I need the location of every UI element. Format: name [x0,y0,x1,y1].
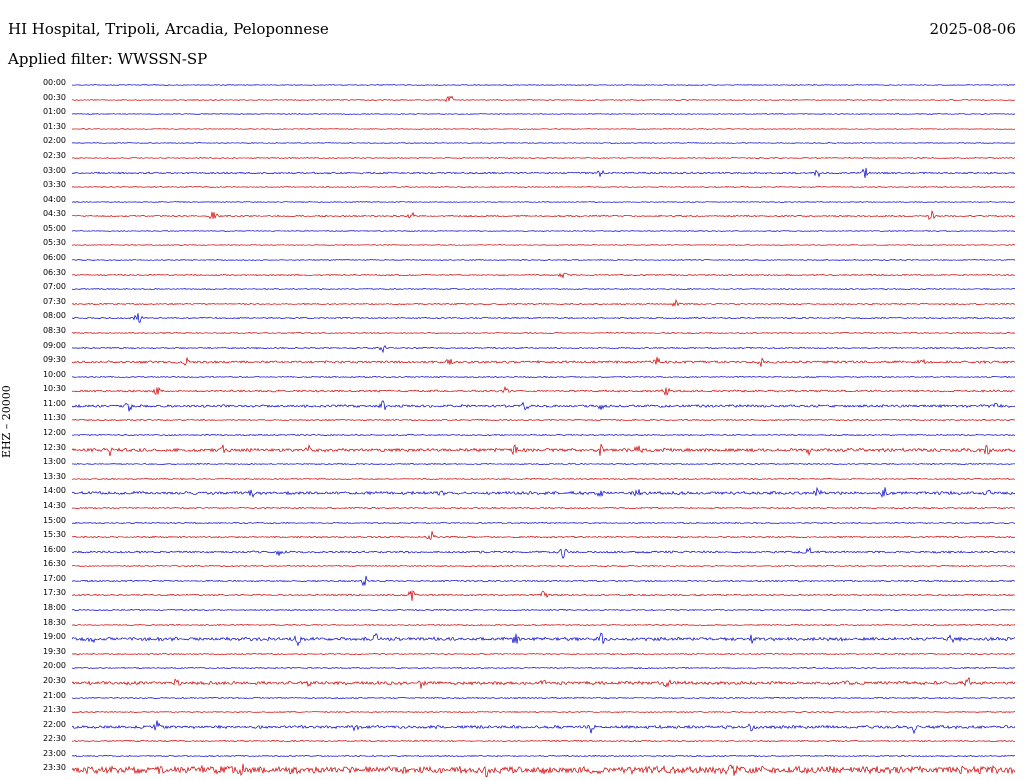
trace-time-label: 04:00 [42,194,66,204]
trace-time-label: 10:00 [42,369,66,379]
trace-time-label: 16:00 [42,544,66,554]
trace-line [72,78,1016,92]
trace-line [72,545,1016,559]
trace-line [72,282,1016,296]
trace-row [0,326,1024,340]
trace-row [0,209,1024,223]
trace-time-label: 00:30 [42,92,66,102]
trace-row [0,428,1024,442]
trace-time-label: 05:30 [42,238,66,248]
trace-time-label: 00:00 [42,78,66,87]
trace-time-label: 15:30 [42,530,66,540]
trace-time-label: 11:00 [42,398,66,408]
trace-time-label: 05:00 [42,223,66,233]
trace-row [0,559,1024,573]
trace-row [0,297,1024,311]
trace-line [72,457,1016,471]
filter-label: Applied filter: WWSSN-SP [8,50,208,68]
trace-line [72,253,1016,267]
trace-line [72,705,1016,719]
trace-row [0,603,1024,617]
trace-line [72,734,1016,748]
trace-time-label: 16:30 [42,559,66,569]
trace-line [72,530,1016,544]
trace-row [0,763,1024,777]
trace-line [72,209,1016,223]
trace-row [0,166,1024,180]
trace-time-label: 01:30 [42,121,66,131]
trace-time-label: 08:30 [42,325,66,335]
trace-line [72,268,1016,282]
trace-line [72,413,1016,427]
trace-time-label: 01:00 [42,107,66,117]
trace-time-label: 13:30 [42,471,66,481]
trace-line [72,559,1016,573]
trace-row [0,486,1024,500]
date-label: 2025-08-06 [929,20,1016,38]
trace-line [72,676,1016,690]
trace-row [0,632,1024,646]
trace-row [0,384,1024,398]
trace-line [72,151,1016,165]
trace-line [72,720,1016,734]
trace-line [72,472,1016,486]
trace-line [72,588,1016,602]
trace-line [72,122,1016,136]
trace-time-label: 06:30 [42,267,66,277]
trace-line [72,326,1016,340]
trace-row [0,720,1024,734]
trace-time-label: 02:30 [42,150,66,160]
trace-row [0,734,1024,748]
trace-line [72,647,1016,661]
trace-line [72,136,1016,150]
trace-row [0,545,1024,559]
trace-time-label: 12:00 [42,428,66,437]
trace-row [0,647,1024,661]
trace-row [0,530,1024,544]
trace-time-label: 22:30 [42,734,66,744]
trace-line [72,238,1016,252]
trace-time-label: 15:00 [42,515,66,525]
seismogram-plot [0,78,1024,778]
trace-row-container [0,78,1024,778]
trace-row [0,122,1024,136]
chart-header [0,0,1024,78]
trace-time-label: 21:00 [42,690,66,700]
trace-time-label: 03:00 [42,165,66,175]
trace-line [72,574,1016,588]
trace-time-label: 03:30 [42,180,66,190]
trace-line [72,224,1016,238]
trace-line [72,355,1016,369]
trace-time-label: 23:00 [42,748,66,758]
trace-row [0,749,1024,763]
trace-row [0,180,1024,194]
trace-row [0,399,1024,413]
trace-time-label: 10:30 [42,384,66,394]
trace-time-label: 23:30 [42,763,66,773]
trace-time-label: 22:00 [42,719,66,729]
trace-time-label: 20:00 [42,661,66,671]
trace-time-label: 13:00 [42,457,66,467]
trace-row [0,311,1024,325]
trace-row [0,268,1024,282]
trace-row [0,691,1024,705]
trace-line [72,501,1016,515]
trace-time-label: 06:00 [42,253,66,262]
trace-row [0,661,1024,675]
y-axis-label: EHZ – 20000 [0,385,13,458]
trace-row [0,107,1024,121]
trace-row [0,443,1024,457]
trace-time-label: 18:00 [42,603,66,612]
trace-row [0,516,1024,530]
trace-line [72,370,1016,384]
trace-line [72,311,1016,325]
trace-line [72,691,1016,705]
trace-row [0,370,1024,384]
trace-time-label: 20:30 [42,675,66,685]
trace-time-label: 11:30 [42,413,66,423]
trace-time-label: 04:30 [42,209,66,219]
trace-time-label: 07:30 [42,296,66,306]
trace-line [72,443,1016,457]
trace-line [72,632,1016,646]
trace-row [0,472,1024,486]
trace-time-label: 08:00 [42,311,66,321]
trace-line [72,93,1016,107]
trace-line [72,618,1016,632]
trace-line [72,384,1016,398]
trace-row [0,588,1024,602]
trace-time-label: 12:30 [42,442,66,452]
trace-row [0,282,1024,296]
trace-time-label: 21:30 [42,705,66,715]
trace-line [72,749,1016,763]
trace-line [72,297,1016,311]
trace-row [0,501,1024,515]
trace-time-label: 07:00 [42,282,66,292]
trace-line [72,399,1016,413]
trace-row [0,78,1024,92]
trace-row [0,457,1024,471]
trace-line [72,428,1016,442]
trace-row [0,151,1024,165]
page-title: HI Hospital, Tripoli, Arcadia, Peloponnese [8,20,329,38]
trace-line [72,763,1016,777]
trace-row [0,618,1024,632]
trace-row [0,195,1024,209]
trace-time-label: 17:00 [42,573,66,583]
trace-row [0,341,1024,355]
trace-row [0,93,1024,107]
trace-time-label: 02:00 [42,136,66,146]
trace-line [72,166,1016,180]
trace-row [0,574,1024,588]
trace-time-label: 19:30 [42,646,66,656]
trace-line [72,516,1016,530]
trace-time-label: 09:00 [42,340,66,350]
trace-row [0,238,1024,252]
trace-time-label: 14:30 [42,500,66,510]
trace-line [72,107,1016,121]
trace-row [0,705,1024,719]
trace-time-label: 14:00 [42,486,66,496]
trace-line [72,486,1016,500]
trace-time-label: 09:30 [42,355,66,365]
trace-line [72,661,1016,675]
trace-time-label: 17:30 [42,588,66,598]
trace-row [0,224,1024,238]
trace-row [0,676,1024,690]
trace-line [72,195,1016,209]
trace-row [0,253,1024,267]
trace-time-label: 18:30 [42,617,66,627]
trace-row [0,355,1024,369]
trace-row [0,413,1024,427]
trace-row [0,136,1024,150]
trace-line [72,341,1016,355]
trace-line [72,180,1016,194]
trace-line [72,603,1016,617]
trace-time-label: 19:00 [42,632,66,642]
